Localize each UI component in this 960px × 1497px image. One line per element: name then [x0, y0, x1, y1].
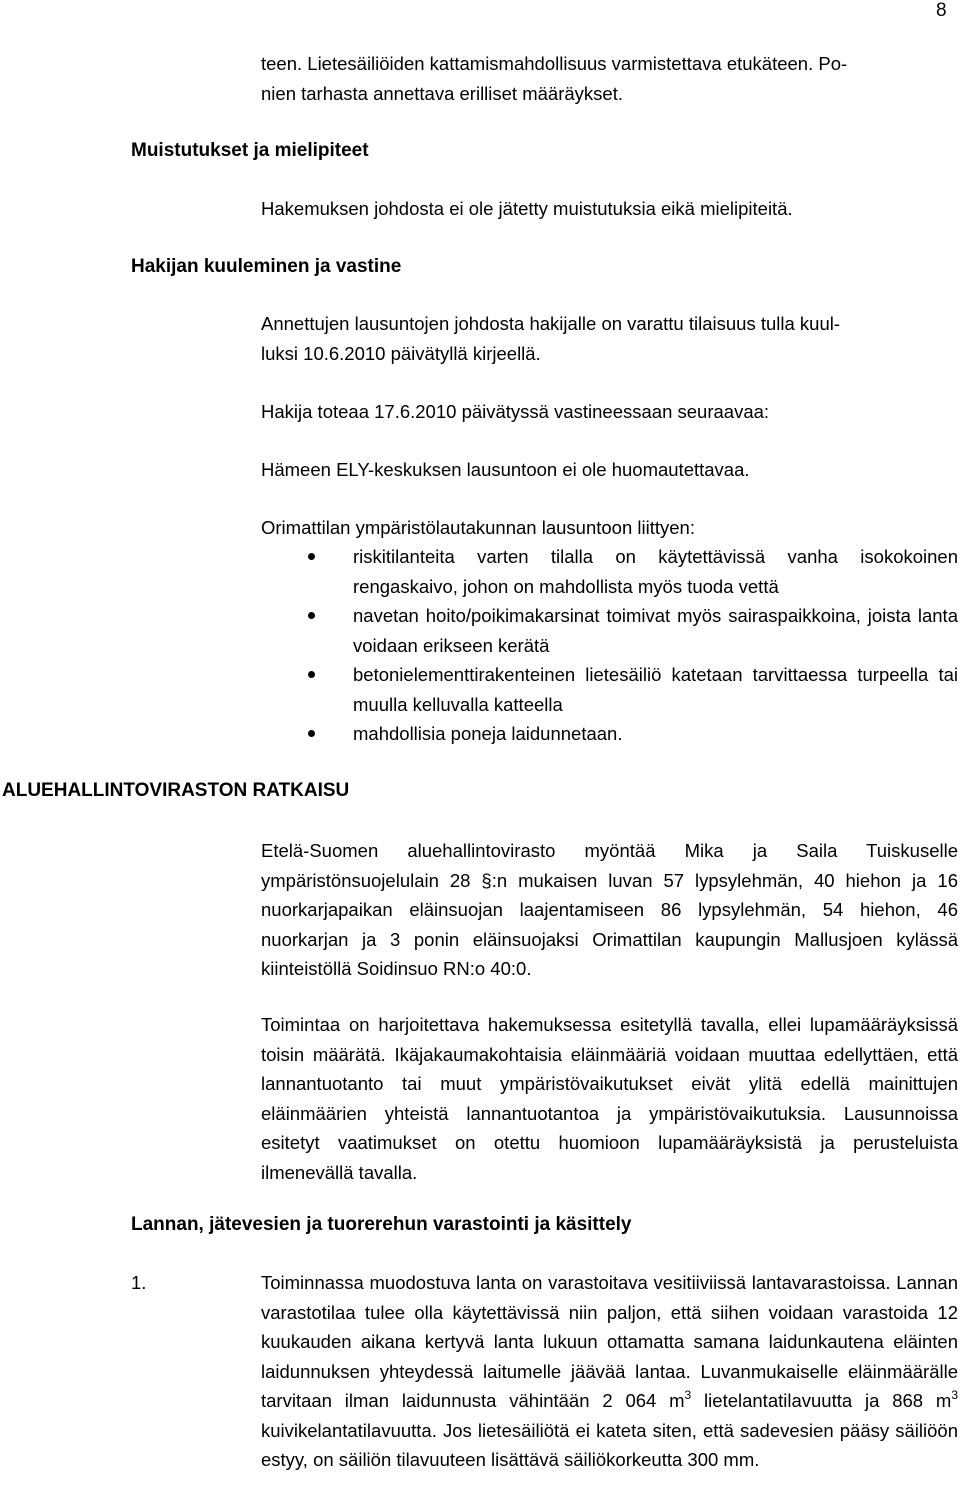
bullet-icon: [308, 671, 315, 678]
list-item: [261, 660, 958, 719]
list-item-text: mahdollisia poneja laidunnetaan.: [353, 723, 623, 744]
kuuleminen-paragraph-3: Hämeen ELY-keskuksen lausuntoon ei ole huomautettavaa.: [261, 459, 750, 480]
paragraph-line: luksi 10.6.2010 päivätyllä kirjeellä.: [261, 342, 541, 364]
ratkaisu-paragraph-2: Toimintaa on harjoitettava hakemuksessa esitetyllä tavalla, ellei lupamääräyksissä toisin määrätä. Ikäjakaumakohtaisia eläinmääriä voidaan muuttaa edellyttäen, että lannantuotanto tai muut ympäristövaikutukset eivät ylitä edellä mainittujen eläinmäärien yhteistä lannantuotantoa ja ympäristövaikutuksia. Lausunnoissa esitetyt vaatimukset on otettu huomioon lupamääräyksistä ja perusteluista ilmenevällä tavalla.: [261, 1014, 958, 1183]
numbered-item: [131, 1268, 958, 1475]
kuuleminen-paragraph-4: Orimattilan ympäristölautakunnan lausuntoon liittyen:: [261, 517, 695, 538]
section-heading-lanta: Lannan, jätevesien ja tuorerehun varastointi ja käsittely: [131, 1214, 632, 1235]
list-item: [261, 601, 958, 660]
section-heading-ratkaisu: ALUEHALLINTOVIRASTON RATKAISU: [2, 780, 350, 801]
paragraph-line: Annettujen lausuntojen johdosta hakijalle on varattu tilaisuus tulla kuul-: [261, 313, 841, 334]
ratkaisu-paragraph-1: Etelä-Suomen aluehallintovirasto myöntää Mika ja Saila Tuiskuselle ympäristönsuojelulain 28 §:n mukaisen luvan 57 lypsylehmän, 40 hiehon ja 16 nuorkarjapaikan eläinsuojan laajentamiseen 86 lypsylehmän, 54 hiehon, 46 nuorkarjan ja 3 ponin eläinsuojaksi Orimattilan kaupungin Mallusjoen kylässä kiinteistöllä Soidinsuo RN:o 40:0.: [261, 840, 958, 979]
intro-line: teen. Lietesäiliöiden kattamismahdollisuus varmistettava etukäteen. Po-: [261, 53, 848, 74]
item-text: [261, 1268, 958, 1475]
intro-line: nien tarhasta annettava erilliset määräykset.: [261, 82, 623, 104]
item-text-part: kuivikelantatilavuutta. Jos lietesäiliötä ei kateta siten, että sadevesien pääsy säiliöön estyy, on säiliön tilavuuteen lisättävä säiliökorkeutta 300 mm.: [261, 1419, 958, 1470]
bullet-icon: [308, 730, 315, 737]
vastine-bullet-list: [261, 542, 958, 749]
muistutukset-text: Hakemuksen johdosta ei ole jätetty muistutuksia eikä mielipiteitä.: [261, 198, 793, 219]
intro-paragraph: [261, 49, 958, 108]
superscript: 3: [951, 1387, 958, 1402]
bullet-icon: [308, 553, 315, 560]
kuuleminen-paragraph-1: [261, 309, 958, 368]
list-item: [261, 542, 958, 601]
page-number: 8: [936, 0, 947, 21]
list-item-text: navetan hoito/poikimakarsinat toimivat myös sairaspaikkoina, joista lanta voidaan erikseen kerätä: [353, 605, 958, 656]
item-text-part: lietelantatilavuutta ja 868 m: [691, 1390, 952, 1411]
item-text-part: Toiminnassa muodostuva lanta on varastoitava vesitiiviissä lantavarastoissa. Lannan varastotilaa tulee olla käytettävissä niin paljon, että siihen voidaan varastoida 12 kuukauden aikana kertyvä lanta lukuun ottamatta samana laidunkautena eläinten laidunnuksen yhteydessä laitumelle jäävää lantaa. Luvanmukaiselle eläinmäärälle tarvitaan ilman laidunnusta vähintään 2 064 m: [261, 1272, 958, 1411]
bullet-icon: [308, 612, 315, 619]
list-item-text: riskitilanteita varten tilalla on käytettävissä vanha isokokoinen rengaskaivo, johon on mahdollista myös tuoda vettä: [353, 546, 958, 597]
section-heading-muistutukset: Muistutukset ja mielipiteet: [131, 140, 369, 161]
section-heading-kuuleminen: Hakijan kuuleminen ja vastine: [131, 256, 402, 277]
kuuleminen-paragraph-2: Hakija toteaa 17.6.2010 päivätyssä vastineessaan seuraavaa:: [261, 401, 770, 422]
item-number: 1.: [131, 1272, 147, 1293]
list-item: [261, 719, 958, 749]
superscript: 3: [684, 1387, 692, 1402]
list-item-text: betonielementtirakenteinen lietesäiliö katetaan tarvittaessa turpeella tai muulla kelluvalla katteella: [353, 664, 958, 715]
